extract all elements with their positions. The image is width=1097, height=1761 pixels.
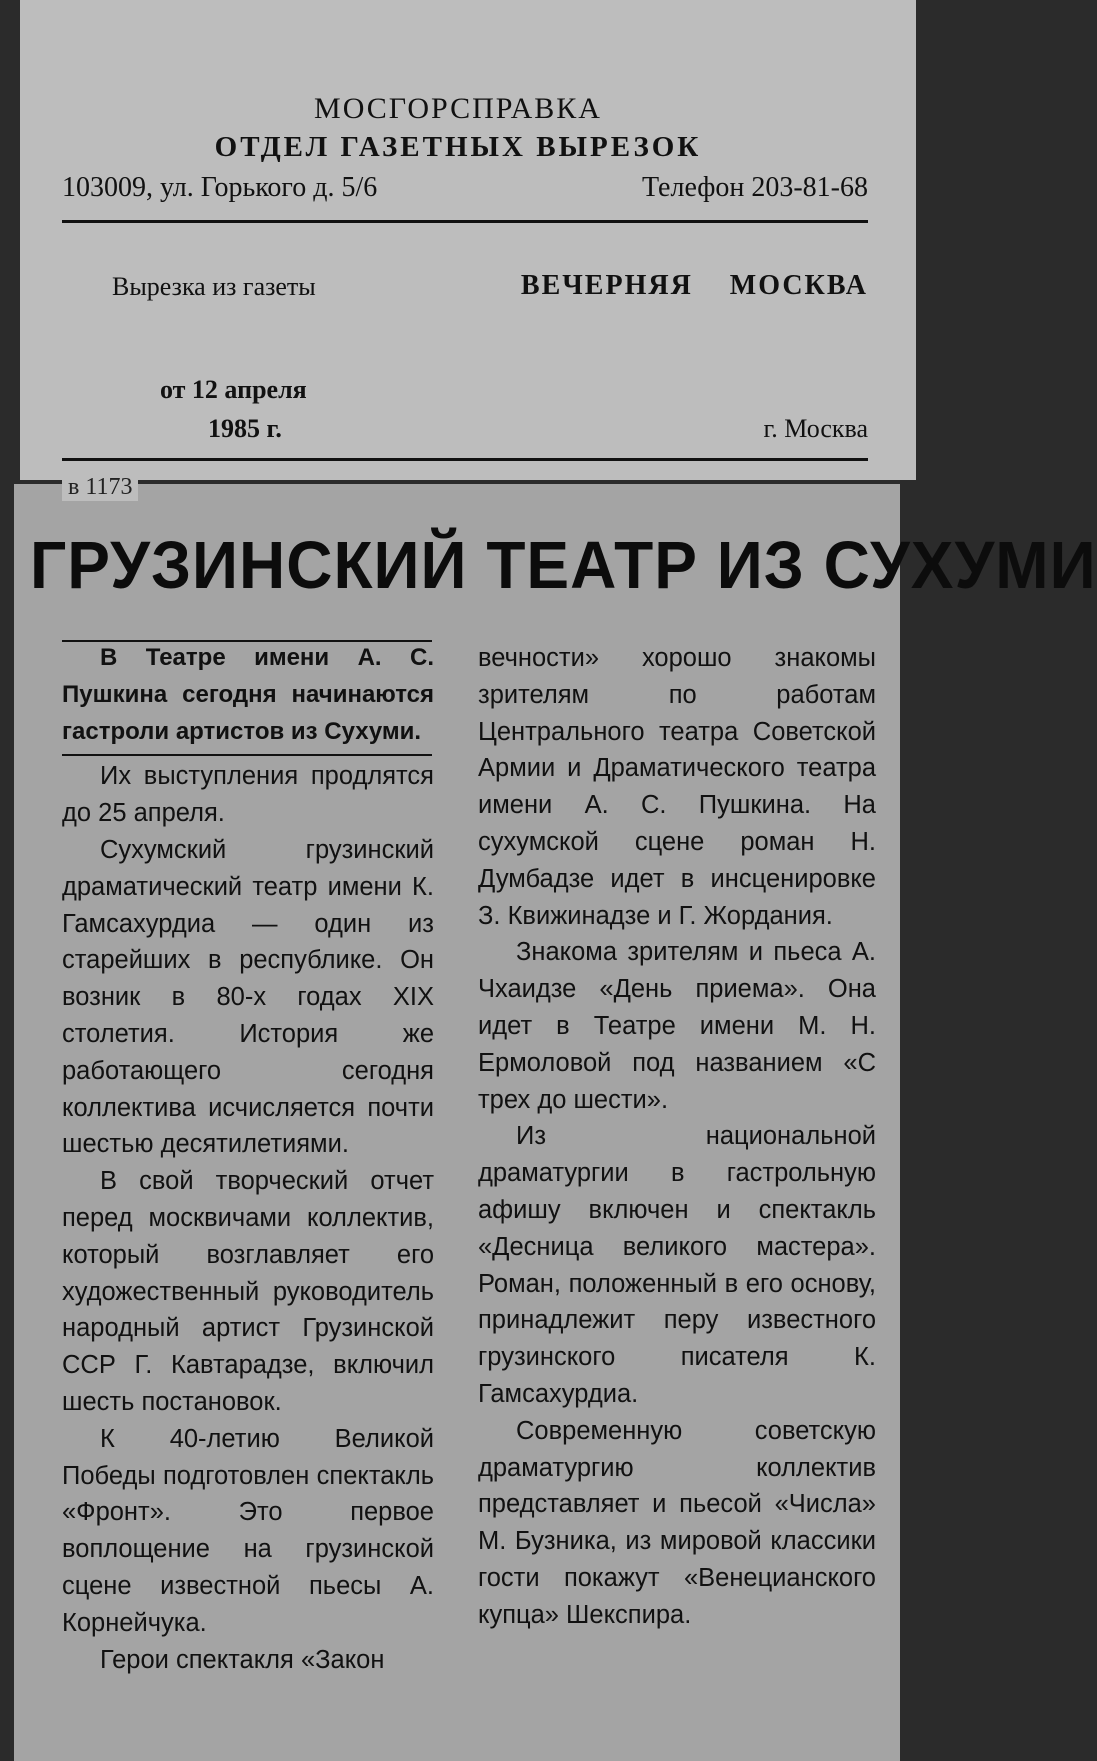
left-column [62, 640, 434, 1678]
newspaper-name: ВЕЧЕРНЯЯ МОСКВА [520, 270, 868, 301]
article-paragraph: Сухумский грузинский драматический театр имени К. Гамсахурдиа — один из старейших в республике. Он возник в 80-х годах XIX столетия. История же работающего сегодня коллектива исчисляется почти шестью десятилетиями. [62, 835, 434, 1159]
article-paragraph: В свой творческий отчет перед москвичами коллектив, который возглавляет его художественный руководитель народный артист Грузинской ССР Г. Кавтарадзе, включил шесть постановок. [62, 1167, 434, 1416]
article-paragraph: Их выступления продлятся до 25 апреля. [62, 762, 434, 828]
clipping-service-header-card [20, 0, 916, 480]
article-paragraph: Знакома зрителям и пьеса А. Чхаидзе «День приема». Она идет в Театре имени М. Н. Ермоловой под названием «С трех до шести». [478, 938, 876, 1114]
article-paragraph: К 40-летию Великой Победы подготовлен спектакль «Фронт». Это первое воплощение на грузинской сцене известной пьесы А. Корнейчука. [62, 1424, 434, 1637]
header-divider-top [62, 220, 868, 223]
phone-text: Телефон 203-81-68 [642, 172, 868, 203]
address-text: 103009, ул. Горького д. 5/6 [62, 172, 378, 203]
right-column [478, 640, 876, 1634]
date-line-2: 1985 г. [208, 414, 282, 443]
city-text: г. Москва [763, 414, 868, 443]
clipping-label: Вырезка из газеты [112, 272, 316, 301]
department-name: ОТДЕЛ ГАЗЕТНЫХ ВЫРЕЗОК [214, 131, 702, 163]
article-headline: ГРУЗИНСКИЙ ТЕАТР ИЗ СУХУМИ [30, 527, 1097, 603]
header-divider-bottom [62, 458, 868, 461]
article-paragraph: Из национальной драматургии в гастрольную афишу включен и спектакль «Десница великого мастера». Роман, положенный в его основу, принадлежит перу известного грузинского писателя К. Гамсахурдиа. [478, 1122, 876, 1408]
date-line-1: от 12 апреля [160, 375, 307, 404]
article-paragraph: вечности» хорошо знакомы зрителям по работам Центрального театра Советской Армии и Драматического театра имени А. С. Пушкина. На сухумской сцене роман Н. Думбадзе идет в инсценировке З. Квижинадзе и Г. Жордания. [478, 644, 876, 930]
article-lead: В Театре имени А. С. Пушкина сегодня начинаются гастроли артистов из Сухуми. [62, 644, 434, 745]
clipping-number: в 1173 [62, 474, 138, 501]
article-paragraph: Современную советскую драматургию коллектив представляет и пьесой «Числа» М. Бузника, из мировой классики гости покажут «Венецианского купца» Шекспира. [478, 1416, 876, 1629]
agency-name: МОСГОРСПРАВКА [314, 92, 602, 125]
article-paragraph: Герои спектакля «Закон [100, 1645, 385, 1674]
lead-rule-bottom [62, 754, 432, 756]
